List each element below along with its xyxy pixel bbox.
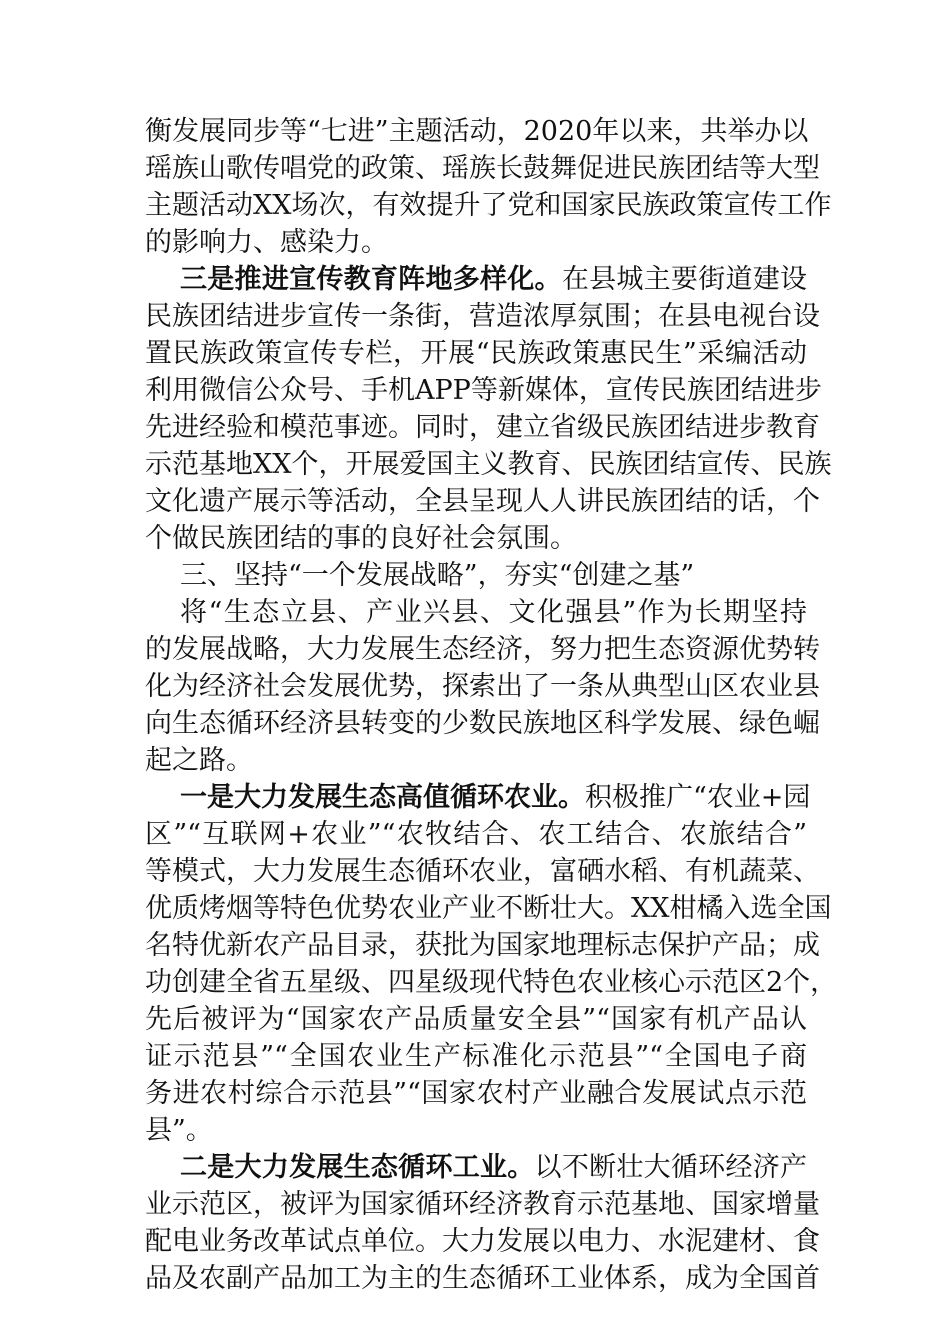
line-text: 先后被评为“国家农产品质量安全县”“国家有机产品认 [145, 1004, 807, 1036]
line-text: 积极推广“农业+园 [585, 782, 811, 814]
text-line [145, 298, 820, 335]
line-text: 向生态循环经济县转变的少数民族地区科学发展、绿色崛 [145, 708, 820, 740]
text-line [145, 594, 807, 631]
text-line [145, 1223, 820, 1260]
line-text: 功创建全省五星级、四星级现代特色农业核心示范区2个， [145, 967, 838, 999]
text-line [145, 224, 807, 261]
line-text: 的发展战略，大力发展生态经济，努力把生态资源优势转 [145, 634, 820, 666]
text-line [145, 964, 838, 1001]
line-text: 瑶族山歌传唱党的政策、瑶族长鼓舞促进民族团结等大型 [145, 153, 820, 185]
text-line [145, 113, 807, 150]
text-line [145, 890, 832, 927]
text-line [145, 1186, 820, 1223]
text-line [145, 1038, 807, 1075]
text-line [145, 668, 820, 705]
text-line [145, 1075, 807, 1112]
section-heading [145, 557, 807, 594]
line-text: 文化遗产展示等活动，全县呈现人人讲民族团结的话，个 [145, 486, 820, 518]
text-line [145, 261, 807, 298]
text-line [145, 187, 832, 224]
text-line [145, 1112, 807, 1149]
text-line [145, 520, 807, 557]
document-body [145, 113, 838, 1298]
bold-lead-phrase: 三是推进宣传教育阵地多样化。 [180, 264, 562, 296]
line-text: 衡发展同步等“七进”主题活动，2020年以来，共举办以 [145, 116, 809, 147]
bold-lead-phrase: 一是大力发展生态高值循环农业。 [180, 782, 585, 814]
line-text: 在县城主要街道建设 [561, 264, 808, 296]
line-text: 置民族政策宣传专栏，开展“民族政策惠民生”采编活动 [145, 338, 807, 370]
text-line [145, 409, 820, 446]
text-line [145, 853, 820, 890]
line-text: 民族团结进步宣传一条街，营造浓厚氛围；在县电视台设 [145, 301, 820, 333]
text-line [145, 372, 822, 409]
text-line [145, 335, 807, 372]
line-text: 证示范县”“全国农业生产标准化示范县”“全国电子商 [145, 1041, 807, 1073]
line-text: 示范基地XX个，开展爱国主义教育、民族团结宣传、民族 [145, 449, 832, 481]
line-text: 优质烤烟等特色优势农业产业不断壮大。XX柑橘入选全国 [145, 893, 832, 925]
bold-lead-phrase: 二是大力发展生态循环工业。 [180, 1152, 535, 1184]
line-text: 利用微信公众号、手机APP等新媒体，宣传民族团结进步 [145, 375, 822, 407]
text-line [145, 927, 820, 964]
line-text: 主题活动XX场次，有效提升了党和国家民族政策宣传工作 [145, 190, 832, 222]
line-text: 品及农副产品加工为主的生态循环工业体系，成为全国首 [145, 1263, 820, 1295]
line-text: 个做民族团结的事的良好社会氛围。 [145, 523, 577, 555]
text-line [145, 816, 807, 853]
line-text: 配电业务改革试点单位。大力发展以电力、水泥建材、食 [145, 1226, 820, 1258]
text-line [145, 779, 811, 816]
line-text: 三、坚持“一个发展战略”，夯实“创建之基” [180, 560, 695, 592]
line-text: 起之路。 [145, 745, 253, 777]
text-line [145, 631, 820, 668]
text-line [145, 1260, 820, 1297]
text-line [145, 150, 820, 187]
line-text: 等模式，大力发展生态循环农业，富硒水稻、有机蔬菜、 [145, 856, 820, 888]
line-text: 名特优新农产品目录，获批为国家地理标志保护产品；成 [145, 930, 820, 962]
line-text: 先进经验和模范事迹。同时，建立省级民族团结进步教育 [145, 412, 820, 444]
text-line [145, 1001, 807, 1038]
text-line [145, 446, 832, 483]
line-text: 以不断壮大循环经济产 [534, 1152, 808, 1184]
line-text: 业示范区，被评为国家循环经济教育示范基地、国家增量 [145, 1189, 820, 1221]
text-line [145, 483, 820, 520]
line-text: 区”“互联网+农业”“农牧结合、农工结合、农旅结合” [145, 819, 807, 851]
text-line [145, 705, 820, 742]
line-text: 化为经济社会发展优势，探索出了一条从典型山区农业县 [145, 671, 820, 703]
line-text: 务进农村综合示范县”“国家农村产业融合发展试点示范 [145, 1078, 807, 1110]
text-line [145, 742, 807, 779]
line-text: 将“生态立县、产业兴县、文化强县”作为长期坚持 [180, 597, 807, 629]
line-text: 县”。 [145, 1115, 213, 1147]
text-line [145, 1149, 807, 1186]
line-text: 的影响力、感染力。 [145, 227, 388, 259]
